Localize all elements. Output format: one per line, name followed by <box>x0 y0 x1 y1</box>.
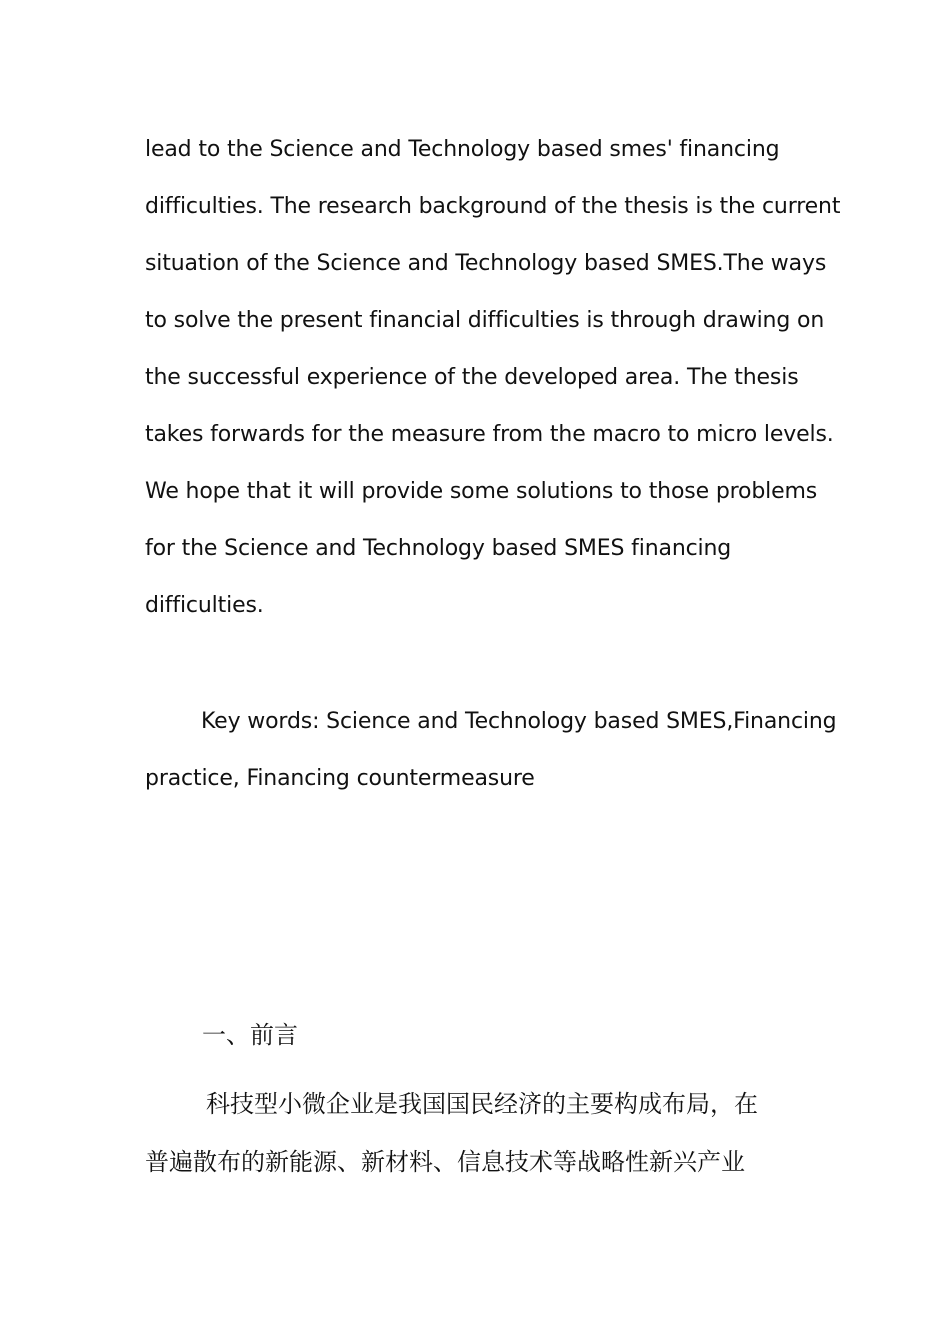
abstract-line: the successful experience of the developed area. The thesis <box>145 365 799 390</box>
abstract-line: for the Science and Technology based SMES financing <box>145 536 732 561</box>
section-body-line: 科技型小微企业是我国国民经济的主要构成布局，在 <box>206 1090 758 1118</box>
abstract-line: difficulties. <box>145 593 264 618</box>
section-heading: 一、前言 <box>202 1021 298 1049</box>
abstract-line: takes forwards for the measure from the macro to micro levels. <box>145 422 834 447</box>
section-body-line: 普遍散布的新能源、新材料、信息技术等战略性新兴产业 <box>145 1148 745 1176</box>
keywords-line: practice, Financing countermeasure <box>145 766 535 791</box>
abstract-line: to solve the present financial difficulties is through drawing on <box>145 308 825 333</box>
keywords-line: Key words: Science and Technology based SMES,Financing <box>201 709 837 734</box>
abstract-line: situation of the Science and Technology based SMES.The ways <box>145 251 827 276</box>
abstract-line: difficulties. The research background of the thesis is the current <box>145 194 841 219</box>
abstract-line: We hope that it will provide some solutions to those problems <box>145 479 818 504</box>
abstract-line: lead to the Science and Technology based smes' financing <box>145 137 780 162</box>
